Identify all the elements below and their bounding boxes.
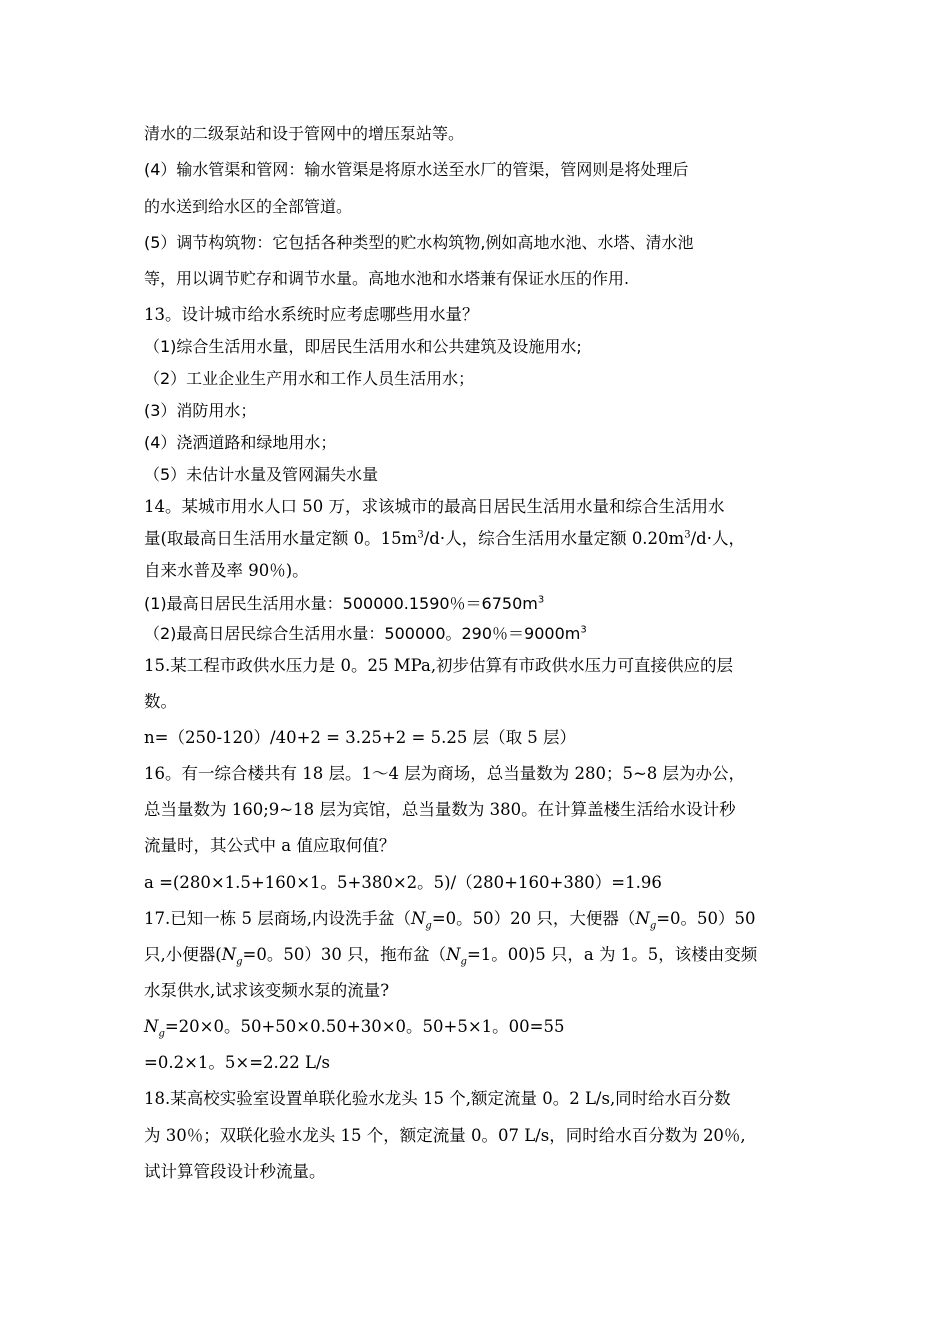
subscript: g bbox=[425, 920, 432, 932]
text-run: 量(取最高日生活用水量定额 0。15m bbox=[144, 529, 418, 548]
text-run: =20×0。50+50×0.50+30×0。50+5×1。00=55 bbox=[164, 1017, 565, 1036]
text-line: 总当量数为 160;9~18 层为宾馆，总当量数为 380。在计算盖楼生活给水设计秒 bbox=[144, 800, 736, 819]
text-run: =0。50）20 只，大便器（ bbox=[431, 909, 636, 928]
text-line: 清水的二级泵站和设于管网中的增压泵站等。 bbox=[144, 124, 465, 143]
question-16: 16。有一综合楼共有 18 层。1～4 层为商场，总当量数为 280；5~8 层为办公， bbox=[144, 764, 746, 783]
text-run: （2)最高日居民综合生活用水量：500000。290％＝9000m bbox=[144, 624, 581, 643]
text-line: （1)综合生活用水量，即居民生活用水和公共建筑及设施用水; bbox=[144, 337, 582, 356]
text-line: 的水送到给水区的全部管道。 bbox=[144, 197, 353, 216]
text-line bbox=[144, 943, 810, 967]
math-var: N bbox=[410, 909, 426, 928]
superscript: 3 bbox=[684, 529, 691, 541]
superscript: 3 bbox=[417, 529, 424, 541]
text-line: 试计算管段设计秒流量。 bbox=[144, 1162, 326, 1181]
text-run: /d·人， bbox=[690, 529, 745, 548]
formula-line bbox=[144, 1015, 810, 1039]
text-run: =0。50）30 只，拖布盆（ bbox=[242, 945, 447, 964]
question-15: 15.某工程市政供水压力是 0。25 MPa,初步估算有市政供水压力可直接供应的层 bbox=[144, 656, 734, 675]
text-line: 自来水普及率 90％)。 bbox=[144, 561, 309, 580]
question-17 bbox=[144, 907, 810, 931]
math-var: N bbox=[446, 945, 461, 964]
text-line: 为 30％；双联化验水龙头 15 个，额定流量 0。07 L/s，同时给水百分数为 20％, bbox=[144, 1126, 746, 1145]
subscript: g bbox=[460, 956, 467, 968]
formula-line: a =(280×1.5+160×1。5+380×2。5)/（280+160+380）=1.96 bbox=[144, 873, 662, 892]
subscript: g bbox=[236, 956, 243, 968]
text-run: /d·人，综合生活用水量定额 0.20m bbox=[423, 529, 685, 548]
text-line: 等，用以调节贮存和调节水量。高地水池和水塔兼有保证水压的作用. bbox=[144, 269, 630, 288]
text-line: （2）工业企业生产用水和工作人员生活用水； bbox=[144, 369, 475, 388]
superscript: 3 bbox=[580, 624, 587, 636]
question-14: 14。某城市用水人口 50 万，求该城市的最高日居民生活用水量和综合生活用水 bbox=[144, 497, 725, 516]
subscript: g bbox=[158, 1028, 165, 1040]
text-line: 流量时，其公式中 a 值应取何值？ bbox=[144, 836, 396, 855]
question-13: 13。设计城市给水系统时应考虑哪些用水量？ bbox=[144, 305, 479, 324]
text-line: (5）调节构筑物：它包括各种类型的贮水构筑物,例如高地水池、水塔、清水池 bbox=[144, 233, 694, 252]
text-line: (4）输水管渠和管网：输水管渠是将原水送至水厂的管渠，管网则是将处理后 bbox=[144, 160, 689, 179]
question-18: 18.某高校实验室设置单联化验水龙头 15 个,额定流量 0。2 L/s,同时给水百分数 bbox=[144, 1089, 731, 1108]
text-line bbox=[144, 527, 810, 551]
superscript: 3 bbox=[537, 594, 545, 606]
math-var: N bbox=[144, 1017, 159, 1036]
math-var: N bbox=[635, 909, 650, 928]
subscript: g bbox=[649, 920, 657, 932]
text-line bbox=[144, 622, 810, 646]
formula-line: =0.2×1。5×=2.22 L/s bbox=[144, 1053, 331, 1072]
text-run: 17.已知一栋 5 层商场,内设洗手盆（ bbox=[144, 909, 411, 928]
formula-line: n=（250-120）/40+2 = 3.25+2 = 5.25 层（取 5 层） bbox=[144, 728, 577, 747]
text-line: (4）浇洒道路和绿地用水； bbox=[144, 433, 337, 452]
math-var: N bbox=[221, 945, 237, 964]
text-run: =0。50）50 bbox=[656, 909, 756, 928]
text-run: 只,小便器( bbox=[144, 945, 222, 964]
text-run: =1。00)5 只，a 为 1。5，该楼由变频 bbox=[466, 945, 758, 964]
text-line bbox=[144, 592, 810, 616]
text-line: 数。 bbox=[144, 692, 177, 711]
text-line: （5）未估计水量及管网漏失水量 bbox=[144, 465, 379, 484]
text-line: (3）消防用水； bbox=[144, 401, 257, 420]
text-line: 水泵供水,试求该变频水泵的流量? bbox=[144, 981, 390, 1000]
text-run: (1)最高日居民生活用水量：500000.1590％＝6750m bbox=[144, 594, 538, 613]
